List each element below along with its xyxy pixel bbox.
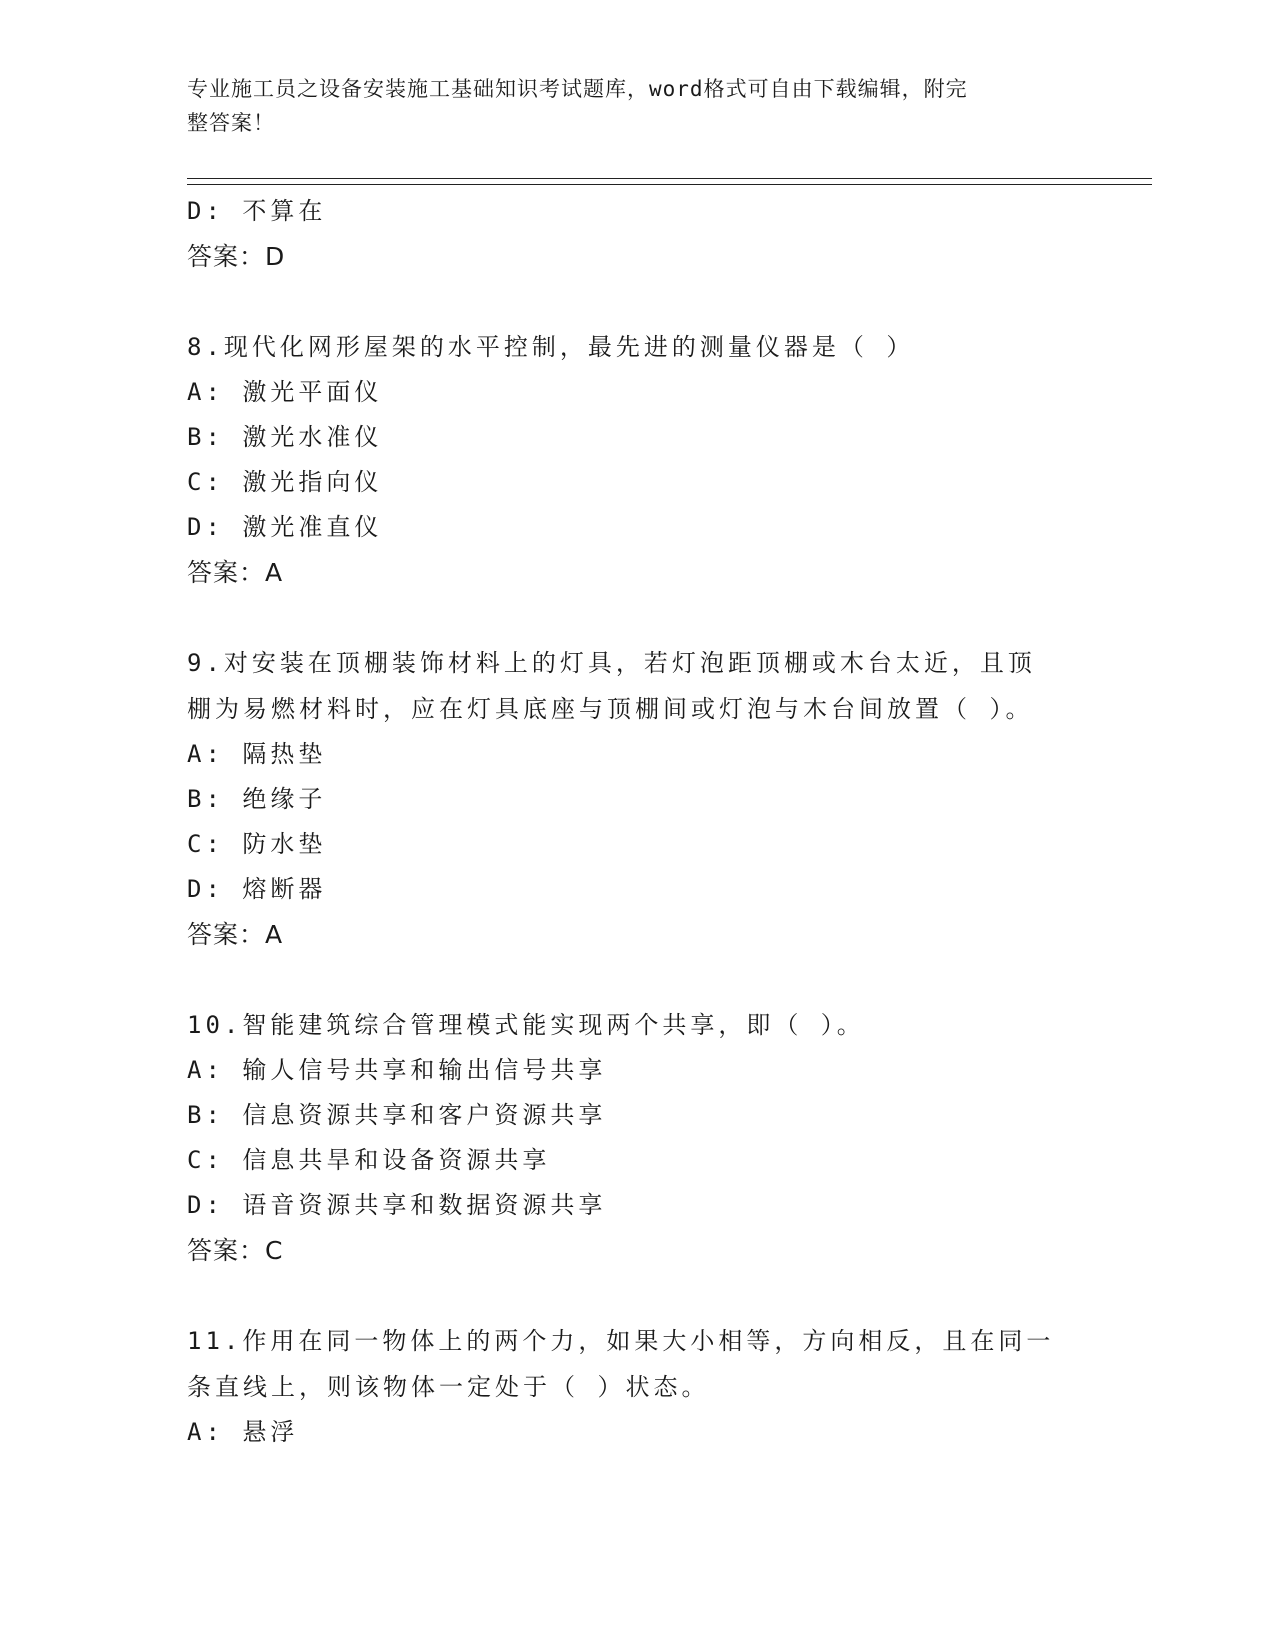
question-8 xyxy=(187,324,1087,596)
option-a: A: 悬浮 xyxy=(187,1418,299,1446)
option-b: B: 绝缘子 xyxy=(187,785,327,813)
option-c: C: 激光指向仪 xyxy=(187,468,383,496)
previous-question-tail xyxy=(187,189,1087,280)
question-11 xyxy=(187,1318,1087,1455)
option-c: C: 防水垫 xyxy=(187,830,327,858)
question-stem-line-2: 棚为易燃材料时，应在灯具底座与顶棚间或灯泡与木台间放置（ ）。 xyxy=(187,695,1034,723)
header-rule-bottom xyxy=(187,184,1152,185)
question-stem-line-2: 条直线上，则该物体一定处于（ ）状态。 xyxy=(187,1373,710,1401)
answer-line: 答案：D xyxy=(187,242,286,271)
answer-line: 答案：A xyxy=(187,558,284,587)
option-d: D: 语音资源共享和数据资源共享 xyxy=(187,1191,607,1219)
option-a: A: 激光平面仪 xyxy=(187,378,383,406)
option-a: A: 输人信号共享和输出信号共享 xyxy=(187,1056,607,1084)
header-line-2: 整答案！ xyxy=(187,111,275,135)
spacer xyxy=(187,280,1087,324)
option-c: C: 信息共旱和设备资源共享 xyxy=(187,1146,551,1174)
question-10 xyxy=(187,1002,1087,1274)
option-b: B: 信息资源共享和客户资源共享 xyxy=(187,1101,607,1129)
answer-line: 答案：A xyxy=(187,920,284,949)
question-9 xyxy=(187,640,1087,958)
question-stem: 10.智能建筑综合管理模式能实现两个共享，即（ ）。 xyxy=(187,1011,865,1039)
option-b: B: 激光水准仪 xyxy=(187,423,383,451)
document-header xyxy=(187,72,1067,140)
spacer xyxy=(187,596,1087,640)
question-stem: 8.现代化网形屋架的水平控制，最先进的测量仪器是（ ） xyxy=(187,333,915,361)
option-d: D: 不算在 xyxy=(187,197,327,225)
answer-line: 答案：C xyxy=(187,1236,284,1265)
question-stem-line-1: 9.对安装在顶棚装饰材料上的灯具，若灯泡距顶棚或木台太近，且顶 xyxy=(187,649,1036,677)
header-rule-top xyxy=(187,178,1152,179)
question-stem-line-1: 11.作用在同一物体上的两个力，如果大小相等，方向相反，且在同一 xyxy=(187,1327,1055,1355)
question-list xyxy=(187,189,1087,1455)
option-d: D: 熔断器 xyxy=(187,875,327,903)
spacer xyxy=(187,958,1087,1002)
option-d: D: 激光准直仪 xyxy=(187,513,383,541)
header-line-1: 专业施工员之设备安装施工基础知识考试题库，word格式可自由下载编辑，附完 xyxy=(187,77,968,101)
spacer xyxy=(187,1274,1087,1318)
option-a: A: 隔热垫 xyxy=(187,740,327,768)
